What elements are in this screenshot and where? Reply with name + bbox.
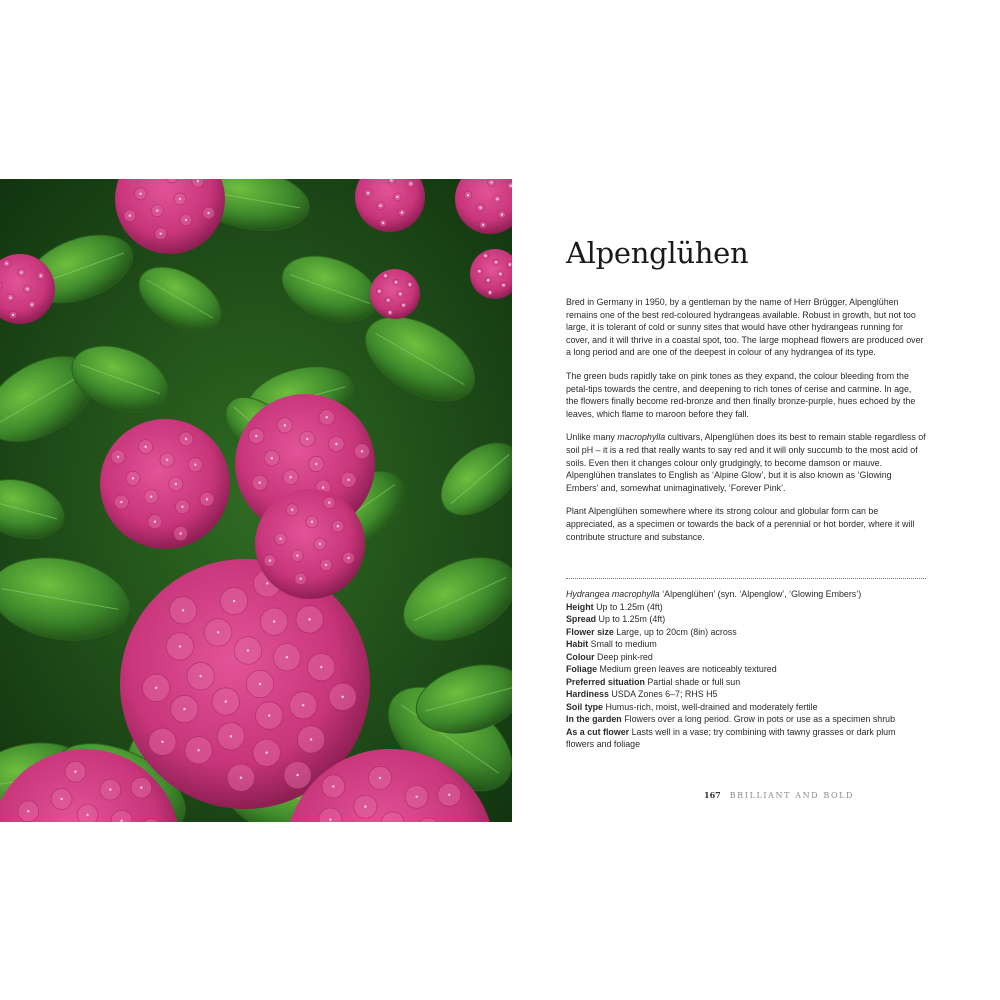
floret-eye [286,656,288,658]
floret-eye [482,224,484,226]
fact-value: Lasts well in a vase; try combining with tawny grasses or dark plum flowers and foliage [566,726,896,749]
floret-eye [379,205,381,207]
floret-eye [395,281,397,283]
floret-eye [20,271,22,273]
fact-row [566,651,926,664]
paragraph-4: Plant Alpenglühen somewhere where its strong colour and globular form can be appreciated, as a specimen or towards the back of a perennial or hot border, where it will contribute structure and substance. [566,506,915,542]
floret-eye [247,649,249,651]
floret-eye [120,819,122,821]
floret-eye [179,532,181,534]
floret-eye [197,749,199,751]
floret-eye [401,211,403,213]
floret-eye [273,620,275,622]
floret-eye [347,557,349,559]
floret-eye [140,786,142,788]
floret-eye [495,261,497,263]
floret-eye [410,183,412,185]
paragraph-3-italic: macrophylla [617,432,666,443]
floret-eye [120,501,122,503]
floret-eye [382,222,384,224]
fact-row [566,601,926,614]
article-text [566,230,926,554]
page-title: Alpenglühen [566,236,749,270]
floret-eye [117,456,119,458]
floret-eye [26,288,28,290]
floret-eye [329,818,331,820]
floret-eye [302,704,304,706]
floret-eye [341,696,343,698]
floret-eye [399,293,401,295]
fact-label: Habit [566,639,589,649]
page-footer [704,790,854,800]
fact-row [566,613,926,626]
floret-eye [27,810,29,812]
floret-eye [306,438,308,440]
floret-eye [166,459,168,461]
floret-eye [150,495,152,497]
fact-value: Medium green leaves are noticeably textured [597,664,777,674]
floret-eye [396,196,398,198]
floret-eye [109,788,111,790]
fact-row [566,638,926,651]
fact-label: Height [566,601,594,612]
floret-eye [402,304,404,306]
fact-value: Partial shade or full sun [644,676,741,687]
fact-value: Small to medium [588,639,657,649]
floret-eye [409,283,411,285]
floret-eye [40,275,42,277]
floret-eye [182,609,184,611]
floret-eye [322,486,324,488]
floret-eye [379,777,381,779]
floret-eye [268,714,270,716]
floret-eye [499,273,501,275]
floret-eye [364,805,366,807]
floret-eye [233,600,235,602]
floret-eye [179,645,181,647]
floret-eye [154,521,156,523]
floret-eye [217,631,219,633]
floret-eye [291,509,293,511]
floret-eye [240,777,242,779]
section-title: BRILLIANT AND BOLD [729,791,855,800]
floret-eye [144,446,146,448]
floret-eye [139,193,141,195]
floret-eye [319,543,321,545]
flower-head [100,419,230,549]
fact-value: Humus-rich, moist, well-drained and moderately fertile [603,701,818,712]
floret-eye [230,735,232,737]
floret-eye [479,207,481,209]
floret-eye [502,284,504,286]
floret-eye [326,416,328,418]
paragraph-2: The green buds rapidly take on pink tones as they expand, the colour bleeding from the petal-tips towards the centre, and deepening to rich tones of cerise and carmine. In age, the flowers finally become red-bronze and then finally bronze-purple, hues echoed by the leaves, which flame to maroon before they fall. [566,370,916,419]
floret-eye [255,435,257,437]
floret-eye [484,255,486,257]
fact-value: Up to 1.25m (4ft) [593,601,663,612]
hydrangea-illustration [0,179,512,822]
floret-eye [415,796,417,798]
floret-eye [496,198,498,200]
floret-eye [487,279,489,281]
hydrangea-photo [0,179,512,822]
fact-row [566,676,926,689]
fact-label: Colour [566,651,595,662]
floret-eye [289,476,291,478]
floret-eye [332,785,334,787]
fact-label: Foliage [566,664,598,674]
floret-eye [367,192,369,194]
species-synonyms: ‘Alpenglühen’ (syn. ‘Alpenglow’, ‘Glowing Embers’) [659,589,862,599]
floret-eye [259,683,261,685]
floret-eye [510,185,512,187]
floret-eye [310,738,312,740]
floret-eye [320,666,322,668]
floret-eye [265,752,267,754]
fact-value: USDA Zones 6–7; RHS H5 [608,689,718,699]
floret-eye [5,262,7,264]
floret-eye [299,578,301,580]
floret-eye [156,209,158,211]
species-name: Hydrangea macrophylla [566,589,660,599]
floret-eye [296,554,298,556]
floret-eye [325,564,327,566]
floret-eye [206,498,208,500]
floret-eye [155,687,157,689]
floret-eye [347,479,349,481]
plant-facts [566,588,926,751]
fact-row [566,701,926,714]
floret-eye [74,770,76,772]
fact-row [566,626,926,639]
dotted-divider [566,578,926,579]
paragraph-3 [566,431,926,494]
floret-eye [225,700,227,702]
floret-eye [387,299,389,301]
floret-eye [509,263,511,265]
fact-rows [566,601,926,751]
fact-value: Flowers over a long period. Grow in pots or use as a specimen shrub [621,714,896,724]
floret-eye [328,501,330,503]
floret-eye [183,708,185,710]
floret-eye [389,311,391,313]
floret-eye [207,212,209,214]
fact-row [566,726,926,751]
fact-label: Flower size [566,626,614,637]
floret-eye [378,290,380,292]
floret-eye [361,450,363,452]
floret [77,804,98,822]
floret-eye [185,219,187,221]
floret-eye [161,741,163,743]
floret-eye [448,794,450,796]
floret-eye [266,582,268,584]
floret-eye [179,198,181,200]
floret-eye [269,559,271,561]
fact-value: Deep pink-red [594,651,653,662]
floret-eye [197,180,199,182]
floret-eye [181,506,183,508]
floret-eye [159,233,161,235]
floret-eye [467,194,469,196]
floret-eye [271,457,273,459]
floret-eye [9,297,11,299]
page-number: 167 [704,790,721,800]
floret-eye [335,443,337,445]
floret-eye [308,618,310,620]
flower-head [255,489,365,599]
floret-eye [384,275,386,277]
floret-eye [12,314,14,316]
floret-eye [129,214,131,216]
species-line [566,588,926,601]
fact-label: Spread [566,614,597,624]
floret-eye [489,291,491,293]
floret-eye [259,482,261,484]
fact-row [566,663,926,676]
paragraph-1: Bred in Germany in 1950, by a gentleman by the name of Herr Brügger, Alpenglühen remains one of the best red-coloured hydrangeas available. Robust in growth, but not too large, it is tolerant of cold or sunny sites that would have other hydrangeas running for cover, and it will thrive in a coastal spot, too. The large mophead flowers are produced over a long period and are one of the deepest in colour of any hydrangea of its type. [566,297,924,358]
floret-eye [185,438,187,440]
fact-row [566,688,926,701]
fact-label: In the garden [566,714,622,724]
fact-label: As a cut flower [566,726,630,737]
floret-eye [194,463,196,465]
floret-eye [279,538,281,540]
floret-eye [311,521,313,523]
floret-eye [296,774,298,776]
floret-eye [284,424,286,426]
floret-eye [478,270,480,272]
floret-eye [501,213,503,215]
floret-eye [132,477,134,479]
floret-eye [199,675,201,677]
floret-eye [60,798,62,800]
fact-label: Preferred situation [566,676,645,687]
floret-eye [337,525,339,527]
paragraph-3-pre: Unlike many [566,432,618,443]
fact-label: Hardiness [566,689,609,699]
fact-row [566,713,926,726]
fact-value: Up to 1.25m (4ft) [596,614,666,624]
fact-value: Large, up to 20cm (8in) across [613,626,737,637]
floret-eye [31,303,33,305]
fact-label: Soil type [566,701,603,712]
floret-eye [86,814,88,816]
paragraph-3-post: cultivars, Alpenglühen does its best to remain stable regardless of soil pH – it is a red that really wants to say red and it will only succumb to the most acid of soils. Even then it changes colour only grudgingly, to become damson or mauve. Alpenglühen translates to English as ‘Alpine Glow’, but it is also known as ‘Glowing Embers’ and, somewhat unimaginatively, ‘Forever Pink’. [566,432,926,493]
floret-eye [390,179,392,181]
floret-eye [175,483,177,485]
floret-eye [490,181,492,183]
floret-eye [315,463,317,465]
